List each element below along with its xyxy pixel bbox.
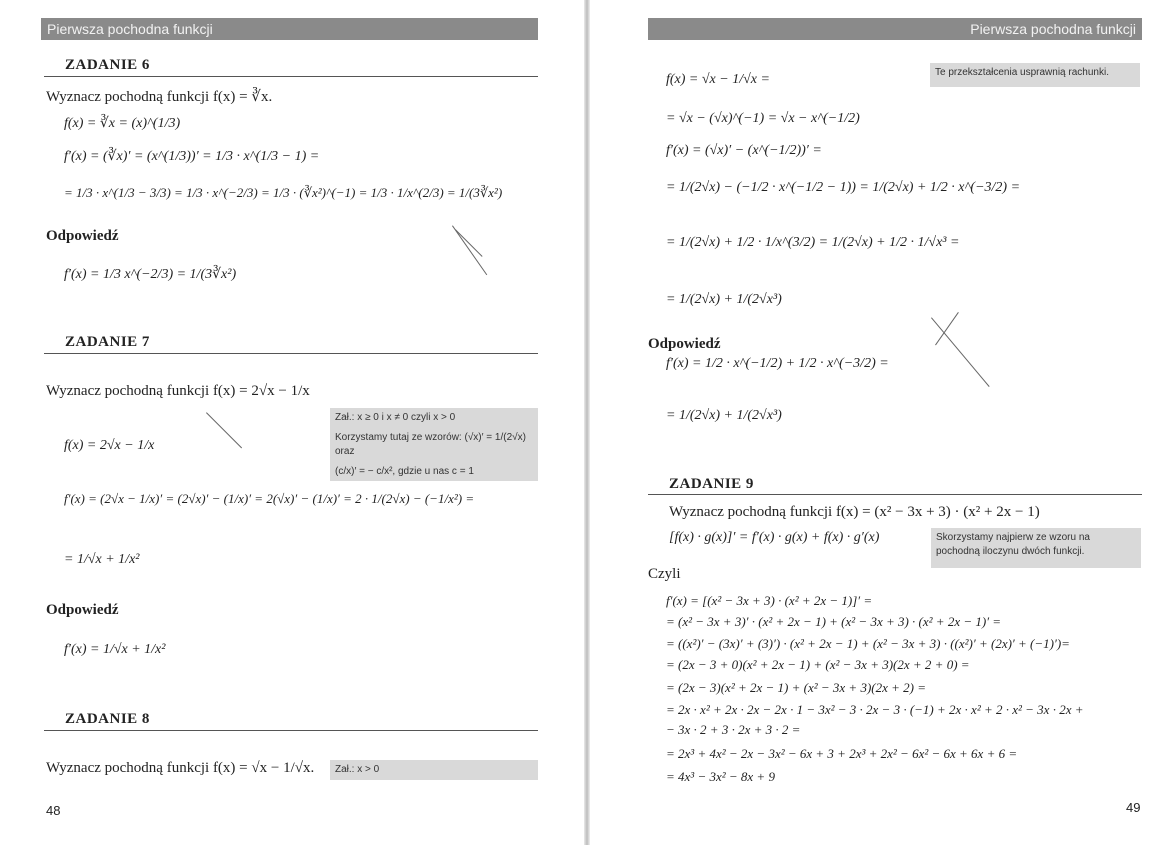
note-line: Korzystamy tutaj ze wzorów: (√x)′ = 1/(2√x) oraz bbox=[335, 432, 526, 457]
task-9-step: = (2x − 3 + 0)(x² + 2x − 1) + (x² − 3x + 3)(2x + 2 + 0) = bbox=[666, 657, 970, 672]
task-6-prompt: Wyznacz pochodną funkcji f(x) = ∛x. bbox=[46, 89, 273, 105]
check-mark bbox=[935, 312, 959, 345]
section-banner: Pierwsza pochodna funkcji bbox=[41, 18, 538, 40]
task-8-line-5: = 1/(2√x) + 1/2 · 1/x^(3/2) = 1/(2√x) + 1/2 · 1/√x³ = bbox=[666, 235, 960, 250]
task-7-line-1: f(x) = 2√x − 1/x bbox=[64, 438, 155, 453]
task-7-rule bbox=[44, 353, 538, 354]
task-7-prompt: Wyznacz pochodną funkcji f(x) = 2√x − 1/x bbox=[46, 383, 310, 399]
czyli-label: Czyli bbox=[648, 566, 681, 582]
task-7-answer: f′(x) = 1/√x + 1/x² bbox=[64, 642, 166, 657]
task-9-prompt: Wyznacz pochodną funkcji f(x) = (x² − 3x + 3) · (x² + 2x − 1) bbox=[669, 504, 1040, 520]
task-8-line-2: = √x − (√x)^(−1) = √x − x^(−1/2) bbox=[666, 111, 860, 126]
task-9-step: = (2x − 3)(x² + 2x − 1) + (x² − 3x + 3)(2x + 2) = bbox=[666, 680, 926, 695]
page-number: 48 bbox=[46, 803, 61, 818]
task-6-title: ZADANIE 6 bbox=[65, 57, 150, 73]
task-6-line-2: f′(x) = (∛x)′ = (x^(1/3))′ = 1/3 · x^(1/3 − 1) = bbox=[64, 149, 320, 164]
task-8-answer-1: f′(x) = 1/2 · x^(−1/2) + 1/2 · x^(−3/2) = bbox=[666, 356, 889, 371]
task-6-answer-label: Odpowiedź bbox=[46, 228, 119, 244]
task-9-step: = 4x³ − 3x² − 8x + 9 bbox=[666, 769, 775, 784]
task-7-note bbox=[330, 408, 538, 481]
check-mark bbox=[931, 317, 990, 387]
task-6-rule bbox=[44, 76, 538, 77]
check-mark bbox=[452, 225, 487, 275]
task-9-step: f′(x) = [(x² − 3x + 3) · (x² + 2x − 1)]′ = bbox=[666, 593, 873, 608]
task-6-answer: f′(x) = 1/3 x^(−2/3) = 1/(3∛x²) bbox=[64, 267, 237, 282]
task-9-step: = (x² − 3x + 3)′ · (x² + 2x − 1) + (x² − 3x + 3) · (x² + 2x − 1)′ = bbox=[666, 614, 1002, 629]
note-line: (c/x)′ = − c/x², gdzie u nas c = 1 bbox=[335, 466, 474, 477]
task-6-line-1: f(x) = ∛x = (x)^(1/3) bbox=[64, 116, 181, 131]
task-9-step: − 3x · 2 + 3 · 2x + 3 · 2 = bbox=[666, 722, 801, 737]
task-7-line-2: f′(x) = (2√x − 1/x)′ = (2√x)′ − (1/x)′ = 2(√x)′ − (1/x)′ = 2 · 1/(2√x) − (−1/x²) = bbox=[64, 491, 475, 506]
task-9-step: = 2x³ + 4x² − 2x − 3x² − 6x + 3 + 2x³ + 2x² − 6x² − 6x + 6x + 6 = bbox=[666, 746, 1018, 761]
task-8-line-3: f′(x) = (√x)′ − (x^(−1/2))′ = bbox=[666, 143, 822, 158]
task-8-answer-2: = 1/(2√x) + 1/(2√x³) bbox=[666, 408, 782, 423]
task-9-note: Skorzystamy najpierw ze wzoru na pochodną iloczynu dwóch funkcji. bbox=[931, 528, 1141, 568]
note-line: Zał.: x ≥ 0 i x ≠ 0 czyli x > 0 bbox=[335, 412, 456, 423]
task-9-step: = 2x · x² + 2x · 2x − 2x · 1 − 3x² − 3 · 2x − 3 · (−1) + 2x · x² + 2 · x² − 3x · 2x + bbox=[666, 702, 1084, 717]
page-number: 49 bbox=[1126, 800, 1141, 815]
task-8-line-1: f(x) = √x − 1/√x = bbox=[666, 72, 770, 87]
task-8-answer-label: Odpowiedź bbox=[648, 336, 721, 352]
task-8-rule bbox=[44, 730, 538, 731]
task-9-rule bbox=[648, 494, 1142, 495]
task-7-answer-label: Odpowiedź bbox=[46, 602, 119, 618]
product-rule: [f(x) · g(x)]′ = f′(x) · g(x) + f(x) · g′(x) bbox=[669, 530, 880, 545]
task-8-note: Zał.: x > 0 bbox=[330, 760, 538, 780]
task-8-title: ZADANIE 8 bbox=[65, 711, 150, 727]
task-7-title: ZADANIE 7 bbox=[65, 334, 150, 350]
task-8-line-6: = 1/(2√x) + 1/(2√x³) bbox=[666, 292, 782, 307]
section-banner: Pierwsza pochodna funkcji bbox=[648, 18, 1142, 40]
task-9-step: = ((x²)′ − (3x)′ + (3)′) · (x² + 2x − 1) + (x² − 3x + 3) · ((x²)′ + (2x)′ + (−1)′)= bbox=[666, 636, 1070, 651]
task-8-line-4: = 1/(2√x) − (−1/2 · x^(−1/2 − 1)) = 1/(2√x) + 1/2 · x^(−3/2) = bbox=[666, 180, 1021, 195]
task-8-prompt: Wyznacz pochodną funkcji f(x) = √x − 1/√x. bbox=[46, 760, 315, 776]
task-9-title: ZADANIE 9 bbox=[669, 476, 754, 492]
check-mark bbox=[455, 229, 483, 257]
task-6-line-3: = 1/3 · x^(1/3 − 3/3) = 1/3 · x^(−2/3) = 1/3 · (∛x²)^(−1) = 1/3 · 1/x^(2/3) = 1/(3∛x²) bbox=[64, 185, 503, 200]
top-note: Te przekształcenia usprawnią rachunki. bbox=[930, 63, 1140, 87]
task-7-line-3: = 1/√x + 1/x² bbox=[64, 552, 140, 567]
right-page bbox=[586, 0, 1163, 845]
check-mark bbox=[206, 412, 242, 448]
